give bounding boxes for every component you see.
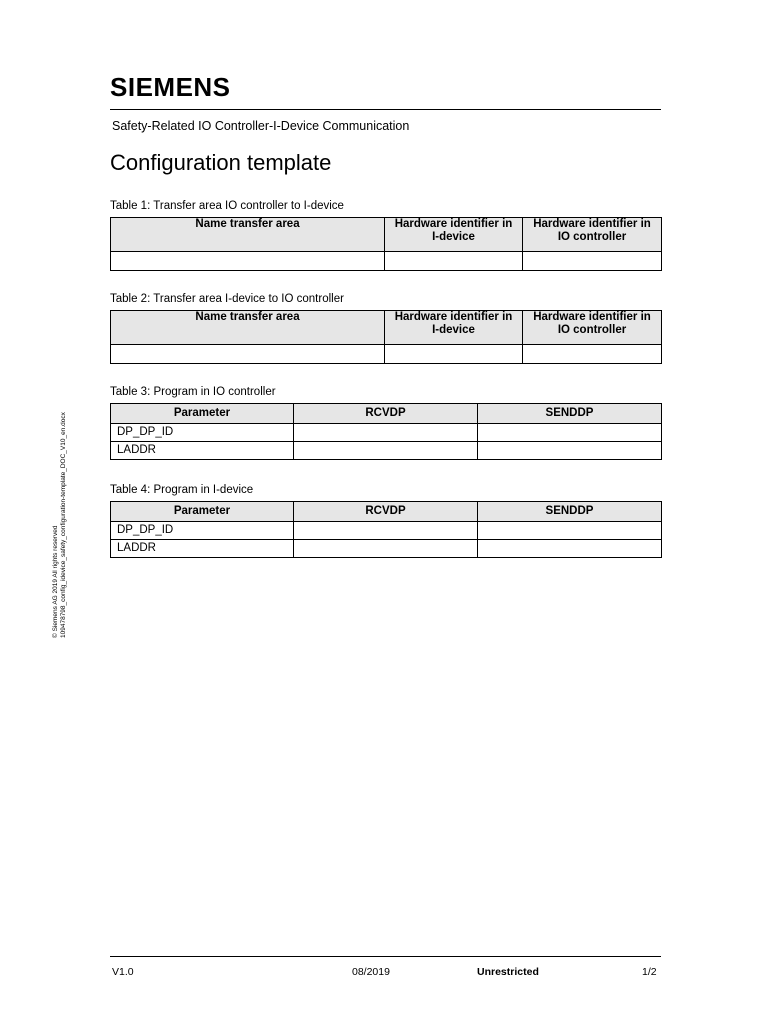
copyright-side-note [52, 412, 68, 638]
table-2 [110, 310, 662, 364]
header-rule [110, 109, 661, 110]
table-header-row [111, 311, 662, 345]
table-4-caption: Table 4: Program in I-device [110, 484, 254, 496]
table-cell[interactable] [478, 540, 662, 558]
footer-version: V1.0 [112, 966, 134, 978]
column-header: Parameter [111, 404, 294, 424]
table-header-row [111, 218, 662, 252]
column-header: SENDDP [478, 502, 662, 522]
table-cell: LADDR [111, 442, 294, 460]
table-cell[interactable] [111, 252, 385, 271]
table-3 [110, 403, 662, 460]
column-header: RCVDP [294, 502, 478, 522]
table-row [111, 522, 662, 540]
footer-date: 08/2019 [352, 966, 390, 978]
table-cell[interactable] [478, 424, 662, 442]
table-header-row [111, 404, 662, 424]
table-cell: LADDR [111, 540, 294, 558]
table-cell[interactable] [111, 345, 385, 364]
column-header: Name transfer area [111, 218, 385, 252]
footer-page-number: 1/2 [642, 966, 657, 978]
table-row [111, 442, 662, 460]
document-filename: 109478798_config_idevice_safety_configuration-template_DOC_V10_en.docx [60, 412, 67, 638]
table-cell[interactable] [294, 442, 478, 460]
copyright-line: © Siemens AG 2019 All rights reserved [52, 525, 59, 638]
table-cell[interactable] [478, 442, 662, 460]
table-4 [110, 501, 662, 558]
column-header: Hardware identifier in IO controller [523, 218, 662, 252]
page-title: Configuration template [110, 150, 332, 175]
column-header: Hardware identifier in I-device [385, 311, 523, 345]
table-cell: DP_DP_ID [111, 424, 294, 442]
table-1 [110, 217, 662, 271]
table-2-caption: Table 2: Transfer area I-device to IO controller [110, 293, 344, 305]
table-cell[interactable] [385, 252, 523, 271]
table-cell[interactable] [523, 252, 662, 271]
column-header: RCVDP [294, 404, 478, 424]
siemens-logo: SIEMENS [110, 72, 231, 102]
column-header: Parameter [111, 502, 294, 522]
table-row [111, 252, 662, 271]
table-cell: DP_DP_ID [111, 522, 294, 540]
column-header: Name transfer area [111, 311, 385, 345]
column-header: Hardware identifier in IO controller [523, 311, 662, 345]
table-row [111, 424, 662, 442]
table-cell[interactable] [385, 345, 523, 364]
table-cell[interactable] [294, 522, 478, 540]
column-header: SENDDP [478, 404, 662, 424]
table-row [111, 345, 662, 364]
table-cell[interactable] [523, 345, 662, 364]
table-cell[interactable] [294, 424, 478, 442]
document-subtitle: Safety-Related IO Controller-I-Device Communication [112, 119, 410, 133]
table-1-caption: Table 1: Transfer area IO controller to I-device [110, 200, 344, 212]
table-cell[interactable] [294, 540, 478, 558]
footer-classification: Unrestricted [477, 966, 539, 978]
table-header-row [111, 502, 662, 522]
table-row [111, 540, 662, 558]
table-3-caption: Table 3: Program in IO controller [110, 386, 276, 398]
footer-rule [110, 956, 661, 957]
column-header: Hardware identifier in I-device [385, 218, 523, 252]
table-cell[interactable] [478, 522, 662, 540]
